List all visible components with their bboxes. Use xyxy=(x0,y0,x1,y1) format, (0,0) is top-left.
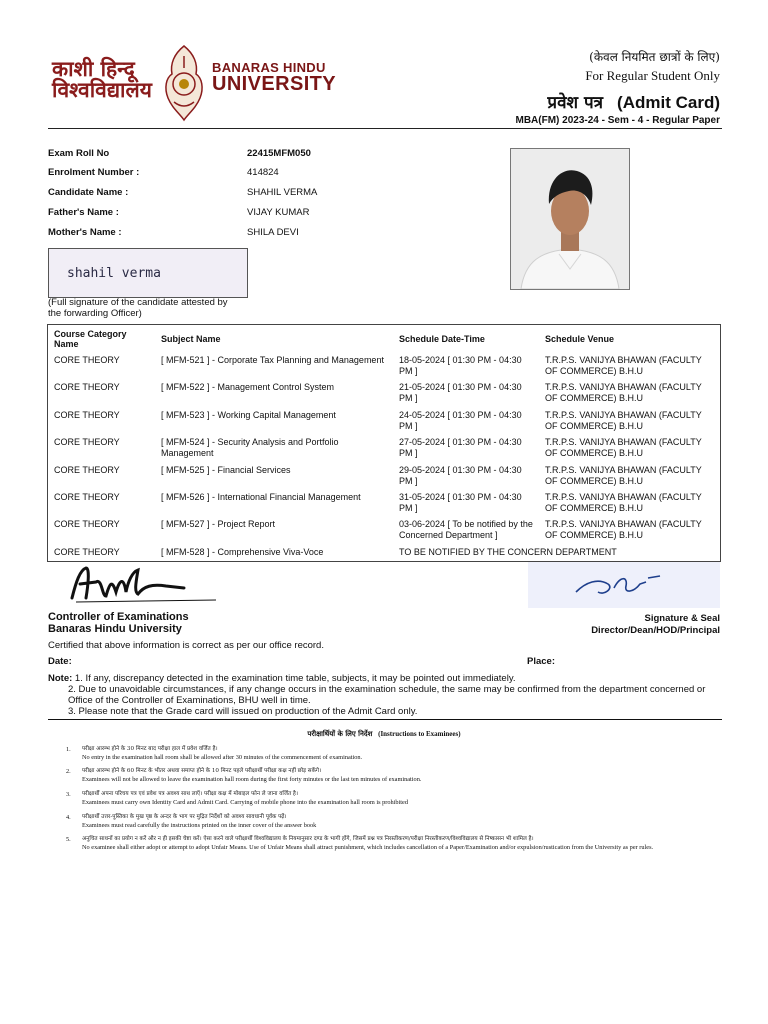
row-category: CORE THEORY xyxy=(54,546,120,557)
exam-roll-label: Exam Roll No xyxy=(48,148,110,159)
hindi-name-line2: विश्वविद्यालय xyxy=(52,77,152,102)
instruction-number: 5. xyxy=(66,836,71,843)
candidate-signature xyxy=(49,249,247,297)
admit-card-title xyxy=(547,90,720,113)
university-hindi-name xyxy=(52,58,152,100)
instruction-hindi: अनुचित साधनों का प्रयोग न करें और न ही इसकी चेष्टा करें। ऐसा करने वाले परीक्षार्थी विश्वविद्यालय के नियमानुसार दण्ड के भागी होंगे, जिसमें प्रश्न पत्र निरस्तीकरण/परीक्षा निरस्तीकरण/विश्वविद्यालय से निष्कासन भी शामिल है। xyxy=(82,836,534,842)
exam-schedule-table xyxy=(47,324,721,562)
table-row xyxy=(48,437,721,464)
instruction-number: 3. xyxy=(66,791,71,798)
row-datetime: 03-06-2024 [ To be notified by the Concerned Department ] xyxy=(399,519,533,541)
person-photo-icon xyxy=(511,149,629,289)
row-subject: [ MFM-524 ] - Security Analysis and Portfolio Management xyxy=(161,437,339,459)
instruction-english: Examinees will not be allowed to leave the examination hall room during the first forty minutes or the last ten minutes of examination. xyxy=(82,775,422,783)
candidate-signature-box xyxy=(48,248,248,298)
instruction-item xyxy=(66,814,686,829)
row-datetime: 21-05-2024 [ 01:30 PM - 04:30 PM ] xyxy=(399,382,522,404)
instruction-english: No entry in the examination hall room shall be allowed after 30 minutes of the commencement of examination. xyxy=(82,753,363,761)
university-name-line2: UNIVERSITY xyxy=(212,73,337,95)
regular-only-hindi: (केवल नियमित छात्रों के लिए) xyxy=(589,50,720,64)
seal-designation: Director/Dean/HOD/Principal xyxy=(591,624,720,636)
course-semester: MBA(FM) 2023-24 - Sem - 4 - Regular Paper xyxy=(515,115,720,126)
row-subject: [ MFM-528 ] - Comprehensive Viva-Voce xyxy=(161,546,324,557)
controller-university: Banaras Hindu University xyxy=(48,623,182,635)
row-category: CORE THEORY xyxy=(54,519,120,530)
instruction-item xyxy=(66,791,686,806)
table-row xyxy=(48,465,721,492)
admit-card-title-english: (Admit Card) xyxy=(617,93,720,112)
header-divider xyxy=(48,128,722,129)
note-1: 1. If any, discrepancy detected in the examination time table, subjects, it may be pointed out immediately. xyxy=(74,673,516,684)
notes-block xyxy=(48,673,728,717)
candidate-photo xyxy=(510,148,630,290)
row-datetime: 18-05-2024 [ 01:30 PM - 04:30 PM ] xyxy=(399,355,522,376)
note-label: Note: xyxy=(48,673,73,684)
table-header-row xyxy=(48,325,721,356)
instruction-item xyxy=(66,768,686,783)
row-category: CORE THEORY xyxy=(54,355,120,365)
seal-block xyxy=(591,613,720,636)
row-datetime: 29-05-2024 [ 01:30 PM - 04:30 PM ] xyxy=(399,464,522,486)
exam-roll-value: 22415MFM050 xyxy=(247,148,311,159)
row-datetime: TO BE NOTIFIED BY THE CONCERN DEPARTMENT xyxy=(399,546,617,557)
row-subject: [ MFM-527 ] - Project Report xyxy=(161,519,276,530)
row-category: CORE THEORY xyxy=(54,409,120,420)
row-category: CORE THEORY xyxy=(54,491,120,502)
principal-signature-icon xyxy=(528,562,720,608)
instruction-english: No examinee shall either adopt or attempt to adopt Unfair Means. Use of Unfair Means shall attract punishment, which includes cancellation of a Paper/Examination and/or expulsion/rustication from the University as per rules. xyxy=(82,843,654,851)
enrolment-label: Enrolment Number : xyxy=(48,167,140,178)
mother-name-value: SHILA DEVI xyxy=(247,227,299,238)
row-datetime: 31-05-2024 [ 01:30 PM - 04:30 PM ] xyxy=(399,491,522,513)
row-datetime: 27-05-2024 [ 01:30 PM - 04:30 PM ] xyxy=(399,437,522,459)
row-category: CORE THEORY xyxy=(54,437,120,448)
instruction-number: 2. xyxy=(66,768,71,775)
table-row xyxy=(48,492,721,519)
column-header-datetime: Schedule Date-Time xyxy=(399,334,485,344)
row-venue: T.R.P.S. VANIJYA BHAWAN (FACULTY OF COMMERCE) B.H.U xyxy=(545,491,702,513)
controller-block xyxy=(48,611,189,635)
table-row xyxy=(48,382,721,409)
instruction-number: 4. xyxy=(66,814,71,821)
father-name-value: VIJAY KUMAR xyxy=(247,207,310,218)
instructions-title-english: (Instructions to Examinees) xyxy=(378,730,461,738)
candidate-signature-text: shahil verma xyxy=(67,266,161,281)
instruction-hindi: परीक्षार्थी अपना परिचय पत्र एवं प्रवेश पत्र अवश्य साथ लाएँ। परीक्षा कक्ष में मोबाइल फोन ले जाना वर्जित है। xyxy=(82,791,299,797)
controller-title: Controller of Examinations xyxy=(48,611,189,623)
controller-signature-icon xyxy=(66,562,226,606)
row-venue: T.R.P.S. VANIJYA BHAWAN (FACULTY OF COMMERCE) B.H.U xyxy=(545,437,702,459)
row-datetime: 24-05-2024 [ 01:30 PM - 04:30 PM ] xyxy=(399,409,522,431)
candidate-name-value: SHAHIL VERMA xyxy=(247,187,318,198)
instructions-title xyxy=(0,729,768,739)
row-venue: T.R.P.S. VANIJYA BHAWAN (FACULTY OF COMMERCE) B.H.U xyxy=(545,409,702,431)
instruction-item xyxy=(66,836,686,851)
note-3: 3. Please note that the Grade card will issued on production of the Admit Card only. xyxy=(68,706,418,717)
instruction-item xyxy=(66,746,686,761)
note-2: 2. Due to unavoidable circumstances, if any change occurs in the examination schedule, the same may be confirmed from the department concerned or Office of the Controller of Examinations, BHU well in time. xyxy=(68,684,706,706)
instruction-english: Examinees must read carefully the instructions printed on the inner cover of the answer book xyxy=(82,821,317,829)
enrolment-value: 414824 xyxy=(247,167,279,178)
place-label: Place: xyxy=(527,656,555,667)
table-row xyxy=(48,519,721,546)
principal-signature-box xyxy=(528,562,720,608)
row-venue: T.R.P.S. VANIJYA BHAWAN (FACULTY OF COMMERCE) B.H.U xyxy=(545,355,702,376)
instructions-title-hindi: परीक्षार्थियों के लिए निर्देश xyxy=(307,729,373,738)
instruction-english: Examinees must carry own Identity Card and Admit Card. Carrying of mobile phone into the examination hall room is prohibited xyxy=(82,798,408,806)
instruction-hindi: परीक्षा आरम्भ होने के 60 मिनट के भीतर अथवा समाप्त होने के 10 मिनट पहले परीक्षार्थी परीक्षा कक्ष नहीं छोड़ सकेंगे। xyxy=(82,768,322,774)
signature-note: (Full signature of the candidate attested by the forwarding Officer) xyxy=(48,297,228,319)
row-subject: [ MFM-526 ] - International Financial Management xyxy=(161,491,361,502)
table-row xyxy=(48,547,721,562)
row-category: CORE THEORY xyxy=(54,382,120,393)
row-subject: [ MFM-525 ] - Financial Services xyxy=(161,464,291,475)
candidate-name-label: Candidate Name : xyxy=(48,187,129,198)
row-venue: T.R.P.S. VANIJYA BHAWAN (FACULTY OF COMMERCE) B.H.U xyxy=(545,382,702,404)
university-name xyxy=(212,60,336,96)
column-header-subject: Subject Name xyxy=(161,334,221,344)
row-venue: T.R.P.S. VANIJYA BHAWAN (FACULTY OF COMMERCE) B.H.U xyxy=(545,519,702,541)
column-header-category: Course Category Name xyxy=(54,329,127,349)
admit-card-title-hindi: प्रवेश पत्र xyxy=(547,93,604,113)
instruction-number: 1. xyxy=(66,746,71,753)
admit-card-heading xyxy=(547,48,720,113)
father-name-label: Father's Name : xyxy=(48,207,119,218)
instruction-hindi: परीक्षा आरम्भ होने के 30 मिनट बाद परीक्षा हाल में प्रवेश वर्जित है। xyxy=(82,746,218,752)
certification-text: Certified that above information is correct as per our office record. xyxy=(48,640,324,651)
column-header-venue: Schedule Venue xyxy=(545,334,615,344)
university-name-line1: BANARAS HINDU xyxy=(212,60,326,75)
row-category: CORE THEORY xyxy=(54,464,120,475)
seal-title: Signature & Seal xyxy=(644,613,720,624)
row-venue: T.R.P.S. VANIJYA BHAWAN (FACULTY OF COMMERCE) B.H.U xyxy=(545,464,702,486)
table-row xyxy=(48,355,721,382)
hindi-name-line1: काशी हिन्दू xyxy=(52,56,135,81)
row-subject: [ MFM-523 ] - Working Capital Management xyxy=(161,409,336,420)
university-emblem-icon xyxy=(160,44,208,122)
instruction-hindi: परीक्षार्थी उत्तर-पुस्तिका के मुख पृष्ठ के अन्दर के भाग पर मुद्रित निर्देशों को अवश्य सावधानी पूर्वक पढ़ें। xyxy=(82,814,287,820)
regular-only-english: For Regular Student Only xyxy=(585,68,720,83)
date-label: Date: xyxy=(48,656,72,667)
instructions-divider xyxy=(48,719,722,720)
row-subject: [ MFM-521 ] - Corporate Tax Planning and Management xyxy=(161,355,384,365)
table-row xyxy=(48,410,721,437)
mother-name-label: Mother's Name : xyxy=(48,227,122,238)
row-subject: [ MFM-522 ] - Management Control System xyxy=(161,382,335,393)
